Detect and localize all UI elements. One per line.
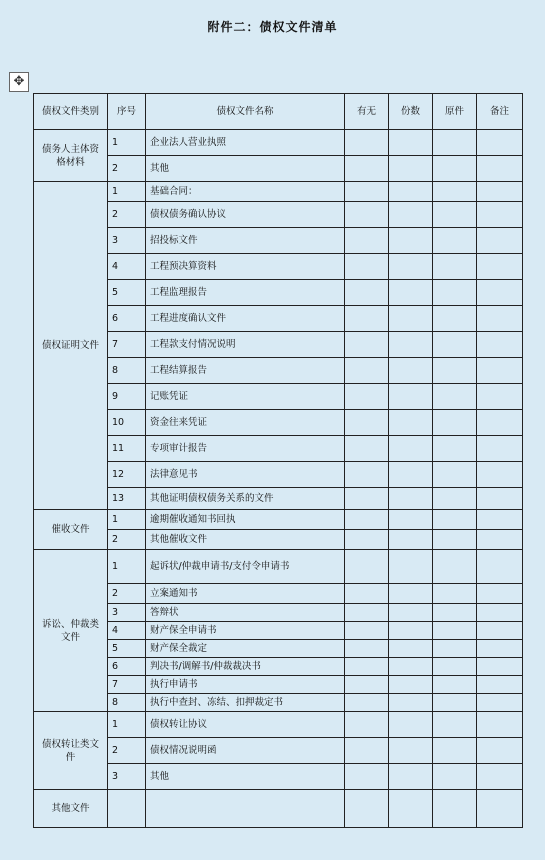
document-title: 附件二：债权文件清单: [207, 20, 338, 34]
header-original: 原件: [433, 94, 477, 130]
remarks-cell[interactable]: [477, 384, 523, 410]
remarks-cell[interactable]: [477, 676, 523, 694]
copies-cell[interactable]: [389, 182, 433, 202]
row-number-cell: 7: [108, 676, 146, 694]
row-number-cell: 1: [108, 712, 146, 738]
copies-cell[interactable]: [389, 622, 433, 640]
row-number-cell: 3: [108, 228, 146, 254]
remarks-cell[interactable]: [477, 550, 523, 584]
copies-cell[interactable]: [389, 738, 433, 764]
file-name-cell: 逾期催收通知书回执: [146, 510, 345, 530]
header-present: 有无: [345, 94, 389, 130]
remarks-cell[interactable]: [477, 410, 523, 436]
present-cell[interactable]: [345, 156, 389, 182]
present-cell[interactable]: [345, 604, 389, 622]
copies-cell[interactable]: [389, 462, 433, 488]
row-number-cell: 10: [108, 410, 146, 436]
file-name-cell: 债权转让协议: [146, 712, 345, 738]
original-cell[interactable]: [433, 510, 477, 530]
original-cell[interactable]: [433, 358, 477, 384]
table-row: [34, 622, 523, 640]
category-cell: 诉讼、仲裁类文件: [34, 550, 108, 712]
table-row: [34, 358, 523, 384]
row-number-cell: 4: [108, 622, 146, 640]
copies-cell[interactable]: [389, 712, 433, 738]
present-cell[interactable]: [345, 358, 389, 384]
row-number-cell: 4: [108, 254, 146, 280]
table-row: [34, 676, 523, 694]
row-number-cell: 2: [108, 738, 146, 764]
file-name-cell: 其他: [146, 764, 345, 790]
original-cell[interactable]: [433, 202, 477, 228]
present-cell[interactable]: [345, 280, 389, 306]
file-name-cell: 法律意见书: [146, 462, 345, 488]
original-cell[interactable]: [433, 228, 477, 254]
present-cell[interactable]: [345, 550, 389, 584]
present-cell[interactable]: [345, 790, 389, 828]
copies-cell[interactable]: [389, 790, 433, 828]
table-body: [34, 130, 523, 828]
original-cell[interactable]: [433, 640, 477, 658]
original-cell[interactable]: [433, 738, 477, 764]
copies-cell[interactable]: [389, 332, 433, 358]
table-row: [34, 510, 523, 530]
file-name-cell: 企业法人营业执照: [146, 130, 345, 156]
remarks-cell[interactable]: [477, 658, 523, 676]
original-cell[interactable]: [433, 584, 477, 604]
remarks-cell[interactable]: [477, 604, 523, 622]
original-cell[interactable]: [433, 530, 477, 550]
table-row: [34, 182, 523, 202]
table-row: [34, 640, 523, 658]
table-row: [34, 712, 523, 738]
copies-cell[interactable]: [389, 280, 433, 306]
table-row: [34, 332, 523, 358]
file-name-cell: 执行申请书: [146, 676, 345, 694]
copies-cell[interactable]: [389, 254, 433, 280]
row-number-cell: 1: [108, 510, 146, 530]
original-cell[interactable]: [433, 658, 477, 676]
row-number-cell: 1: [108, 550, 146, 584]
original-cell[interactable]: [433, 384, 477, 410]
file-name-cell: 工程进度确认文件: [146, 306, 345, 332]
file-name-cell: 工程款支付情况说明: [146, 332, 345, 358]
file-name-cell: 记账凭证: [146, 384, 345, 410]
present-cell[interactable]: [345, 712, 389, 738]
header-file-name: 债权文件名称: [146, 94, 345, 130]
remarks-cell[interactable]: [477, 712, 523, 738]
row-number-cell: 6: [108, 306, 146, 332]
table-row: [34, 410, 523, 436]
table-header-row: [34, 94, 523, 130]
copies-cell[interactable]: [389, 584, 433, 604]
present-cell[interactable]: [345, 738, 389, 764]
row-number-cell: 1: [108, 130, 146, 156]
present-cell[interactable]: [345, 764, 389, 790]
copies-cell[interactable]: [389, 410, 433, 436]
copies-cell[interactable]: [389, 202, 433, 228]
row-number-cell: 8: [108, 694, 146, 712]
original-cell[interactable]: [433, 280, 477, 306]
file-name-cell: 债权债务确认协议: [146, 202, 345, 228]
original-cell[interactable]: [433, 694, 477, 712]
table-row: [34, 738, 523, 764]
remarks-cell[interactable]: [477, 694, 523, 712]
copies-cell[interactable]: [389, 358, 433, 384]
row-number-cell: 5: [108, 280, 146, 306]
copies-cell[interactable]: [389, 658, 433, 676]
present-cell[interactable]: [345, 676, 389, 694]
row-number-cell: 12: [108, 462, 146, 488]
original-cell[interactable]: [433, 130, 477, 156]
row-number-cell: 2: [108, 202, 146, 228]
table-move-handle-icon[interactable]: ✥: [9, 72, 29, 92]
remarks-cell[interactable]: [477, 790, 523, 828]
file-name-cell: 资金往来凭证: [146, 410, 345, 436]
file-name-cell: 专项审计报告: [146, 436, 345, 462]
remarks-cell[interactable]: [477, 462, 523, 488]
table-row: [34, 306, 523, 332]
original-cell[interactable]: [433, 436, 477, 462]
remarks-cell[interactable]: [477, 738, 523, 764]
present-cell[interactable]: [345, 694, 389, 712]
claims-file-table: [33, 93, 523, 828]
present-cell[interactable]: [345, 182, 389, 202]
row-number-cell: 9: [108, 384, 146, 410]
copies-cell[interactable]: [389, 436, 433, 462]
row-number-cell: 11: [108, 436, 146, 462]
copies-cell[interactable]: [389, 676, 433, 694]
present-cell[interactable]: [345, 410, 389, 436]
remarks-cell[interactable]: [477, 280, 523, 306]
original-cell[interactable]: [433, 790, 477, 828]
row-number-cell: 5: [108, 640, 146, 658]
header-number: 序号: [108, 94, 146, 130]
original-cell[interactable]: [433, 254, 477, 280]
row-number-cell: 2: [108, 530, 146, 550]
file-name-cell: 基础合同：: [146, 182, 345, 202]
remarks-cell[interactable]: [477, 640, 523, 658]
remarks-cell[interactable]: [477, 622, 523, 640]
row-number-cell: 7: [108, 332, 146, 358]
category-cell: 其他文件: [34, 790, 108, 828]
original-cell[interactable]: [433, 462, 477, 488]
present-cell[interactable]: [345, 622, 389, 640]
remarks-cell[interactable]: [477, 202, 523, 228]
file-name-cell: 立案通知书: [146, 584, 345, 604]
category-cell: 债权转让类文件: [34, 712, 108, 790]
original-cell[interactable]: [433, 182, 477, 202]
table-row: [34, 764, 523, 790]
original-cell[interactable]: [433, 604, 477, 622]
original-cell[interactable]: [433, 550, 477, 584]
present-cell[interactable]: [345, 658, 389, 676]
file-name-cell: [146, 790, 345, 828]
original-cell[interactable]: [433, 622, 477, 640]
copies-cell[interactable]: [389, 764, 433, 790]
file-name-cell: 其他证明债权债务关系的文件: [146, 488, 345, 510]
original-cell[interactable]: [433, 410, 477, 436]
file-name-cell: 财产保全裁定: [146, 640, 345, 658]
present-cell[interactable]: [345, 462, 389, 488]
table-row: [34, 694, 523, 712]
remarks-cell[interactable]: [477, 436, 523, 462]
present-cell[interactable]: [345, 384, 389, 410]
remarks-cell[interactable]: [477, 332, 523, 358]
file-name-cell: 工程监理报告: [146, 280, 345, 306]
table-row: [34, 130, 523, 156]
copies-cell[interactable]: [389, 550, 433, 584]
table-row: [34, 584, 523, 604]
present-cell[interactable]: [345, 332, 389, 358]
present-cell[interactable]: [345, 510, 389, 530]
row-number-cell: 2: [108, 584, 146, 604]
row-number-cell: 3: [108, 764, 146, 790]
original-cell[interactable]: [433, 156, 477, 182]
present-cell[interactable]: [345, 130, 389, 156]
table-row: [34, 790, 523, 828]
table-row: [34, 436, 523, 462]
copies-cell[interactable]: [389, 488, 433, 510]
copies-cell[interactable]: [389, 384, 433, 410]
present-cell[interactable]: [345, 436, 389, 462]
remarks-cell[interactable]: [477, 254, 523, 280]
table-row: [34, 384, 523, 410]
table-row: [34, 530, 523, 550]
present-cell[interactable]: [345, 530, 389, 550]
header-copies: 份数: [389, 94, 433, 130]
present-cell[interactable]: [345, 254, 389, 280]
remarks-cell[interactable]: [477, 584, 523, 604]
table-row: [34, 658, 523, 676]
copies-cell[interactable]: [389, 510, 433, 530]
original-cell[interactable]: [433, 676, 477, 694]
remarks-cell[interactable]: [477, 156, 523, 182]
file-name-cell: 招投标文件: [146, 228, 345, 254]
copies-cell[interactable]: [389, 604, 433, 622]
original-cell[interactable]: [433, 306, 477, 332]
row-number-cell: 13: [108, 488, 146, 510]
copies-cell[interactable]: [389, 530, 433, 550]
remarks-cell[interactable]: [477, 182, 523, 202]
copies-cell[interactable]: [389, 306, 433, 332]
remarks-cell[interactable]: [477, 510, 523, 530]
original-cell[interactable]: [433, 488, 477, 510]
row-number-cell: 3: [108, 604, 146, 622]
table-row: [34, 156, 523, 182]
table-row: [34, 550, 523, 584]
table-row: [34, 488, 523, 510]
row-number-cell: [108, 790, 146, 828]
original-cell[interactable]: [433, 764, 477, 790]
present-cell[interactable]: [345, 584, 389, 604]
original-cell[interactable]: [433, 712, 477, 738]
remarks-cell[interactable]: [477, 130, 523, 156]
copies-cell[interactable]: [389, 228, 433, 254]
copies-cell[interactable]: [389, 156, 433, 182]
file-name-cell: 其他: [146, 156, 345, 182]
present-cell[interactable]: [345, 202, 389, 228]
remarks-cell[interactable]: [477, 764, 523, 790]
table-row: [34, 280, 523, 306]
original-cell[interactable]: [433, 332, 477, 358]
present-cell[interactable]: [345, 228, 389, 254]
file-name-cell: 债权情况说明函: [146, 738, 345, 764]
file-name-cell: 财产保全申请书: [146, 622, 345, 640]
row-number-cell: 1: [108, 182, 146, 202]
remarks-cell[interactable]: [477, 358, 523, 384]
category-cell: 债权证明文件: [34, 182, 108, 510]
file-name-cell: 判决书/调解书/仲裁裁决书: [146, 658, 345, 676]
file-name-cell: 起诉状/仲裁申请书/支付令申请书: [146, 550, 345, 584]
row-number-cell: 6: [108, 658, 146, 676]
row-number-cell: 8: [108, 358, 146, 384]
remarks-cell[interactable]: [477, 306, 523, 332]
file-name-cell: 工程预决算资料: [146, 254, 345, 280]
table-row: [34, 202, 523, 228]
copies-cell[interactable]: [389, 640, 433, 658]
copies-cell[interactable]: [389, 694, 433, 712]
file-name-cell: 答辩状: [146, 604, 345, 622]
file-name-cell: 工程结算报告: [146, 358, 345, 384]
row-number-cell: 2: [108, 156, 146, 182]
header-category: 债权文件类别: [34, 94, 108, 130]
copies-cell[interactable]: [389, 130, 433, 156]
present-cell[interactable]: [345, 488, 389, 510]
file-name-cell: 执行中查封、冻结、扣押裁定书: [146, 694, 345, 712]
file-name-cell: 其他催收文件: [146, 530, 345, 550]
category-cell: 债务人主体资格材料: [34, 130, 108, 182]
header-remarks: 备注: [477, 94, 523, 130]
category-cell: 催收文件: [34, 510, 108, 550]
table-row: [34, 604, 523, 622]
remarks-cell[interactable]: [477, 530, 523, 550]
table-row: [34, 228, 523, 254]
present-cell[interactable]: [345, 640, 389, 658]
remarks-cell[interactable]: [477, 488, 523, 510]
table-row: [34, 462, 523, 488]
remarks-cell[interactable]: [477, 228, 523, 254]
table-row: [34, 254, 523, 280]
present-cell[interactable]: [345, 306, 389, 332]
